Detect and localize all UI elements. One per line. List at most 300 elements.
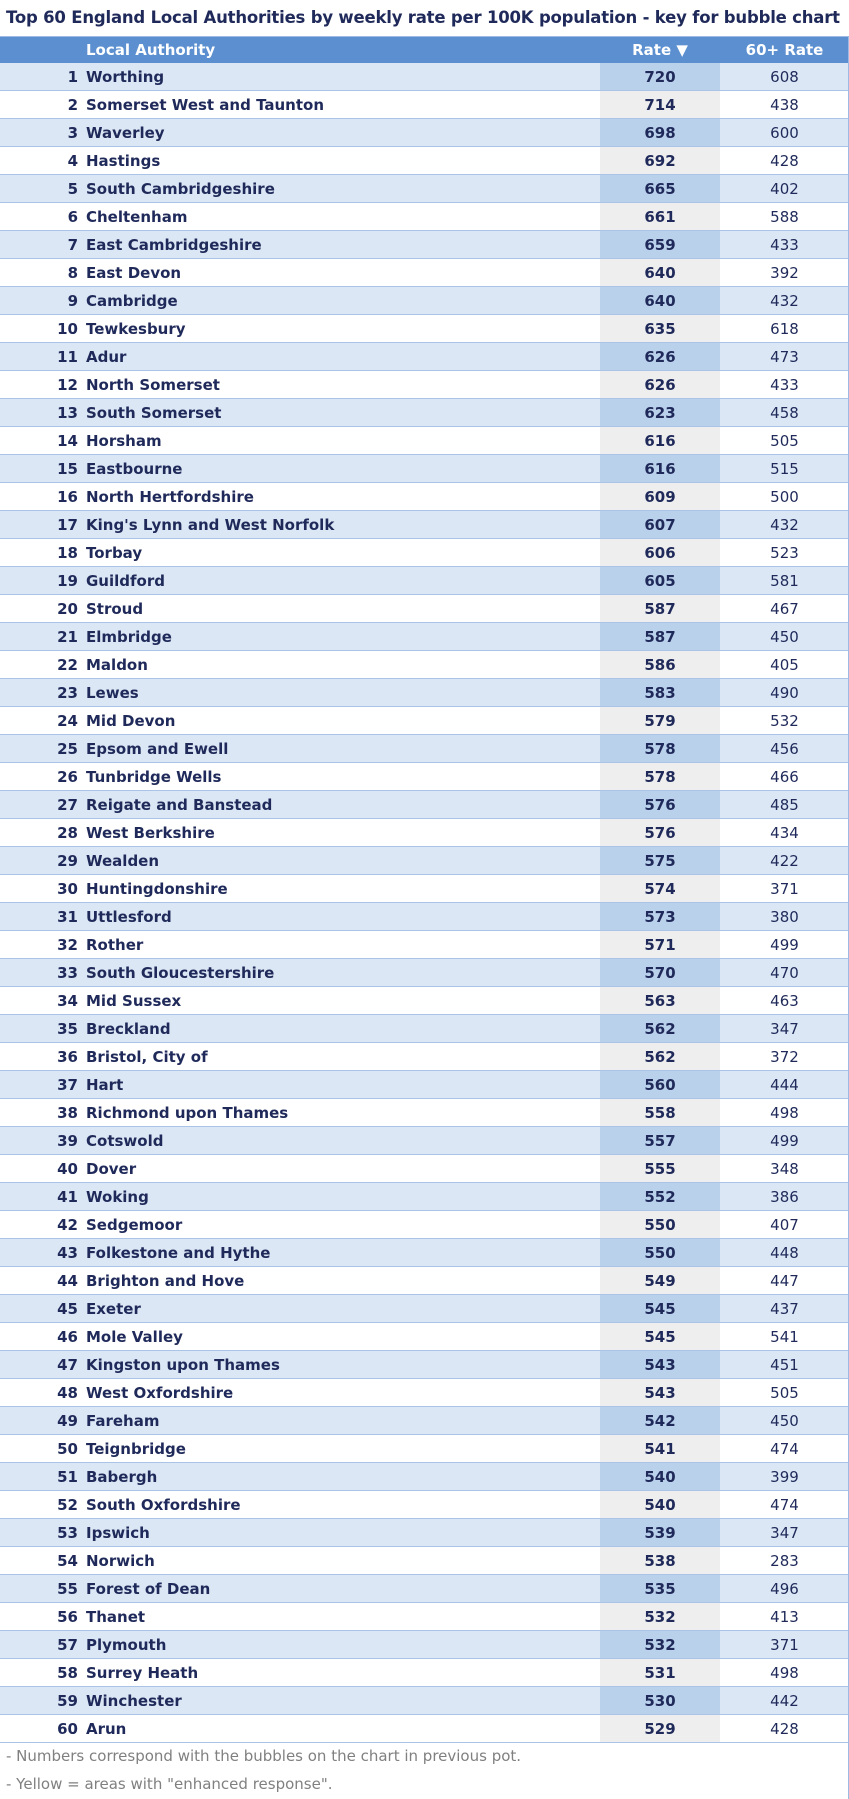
row-rank: 41 (57, 1188, 78, 1206)
row-rank: 31 (57, 908, 78, 926)
row-local-authority: Tunbridge Wells (86, 768, 222, 786)
table-row (0, 539, 849, 567)
row-rank: 53 (57, 1524, 78, 1542)
row-local-authority: Somerset West and Taunton (86, 96, 325, 114)
row-rate: 605 (600, 567, 720, 594)
row-local-authority: Thanet (86, 1608, 146, 1626)
table-row (0, 119, 849, 147)
row-rate: 535 (600, 1575, 720, 1602)
row-rate: 574 (600, 875, 720, 902)
row-rank: 11 (57, 348, 78, 366)
table-row (0, 1239, 849, 1267)
table-row (0, 875, 849, 903)
header-local-authority[interactable]: Local Authority (86, 41, 216, 59)
row-rate: 540 (600, 1491, 720, 1518)
table-row (0, 903, 849, 931)
row-local-authority: Worthing (86, 68, 165, 86)
row-local-authority: Surrey Heath (86, 1664, 199, 1682)
table-row (0, 1631, 849, 1659)
table-row (0, 1379, 849, 1407)
footnote-bubbles: - Numbers correspond with the bubbles on the chart in previous pot. (6, 1747, 522, 1765)
row-rate: 550 (600, 1211, 720, 1238)
row-sixty-plus-rate: 371 (770, 1636, 799, 1654)
row-local-authority: Lewes (86, 684, 139, 702)
row-rank: 37 (57, 1076, 78, 1094)
row-rate: 570 (600, 959, 720, 986)
row-rate: 616 (600, 427, 720, 454)
row-sixty-plus-rate: 500 (770, 488, 799, 506)
table-row (0, 1351, 849, 1379)
row-rate: 550 (600, 1239, 720, 1266)
row-rank: 9 (67, 292, 78, 310)
row-rank: 45 (57, 1300, 78, 1318)
table-row (0, 1407, 849, 1435)
row-sixty-plus-rate: 437 (770, 1300, 799, 1318)
row-local-authority: Cheltenham (86, 208, 188, 226)
row-rate: 563 (600, 987, 720, 1014)
row-rank: 7 (67, 236, 78, 254)
table-row (0, 399, 849, 427)
row-local-authority: Ipswich (86, 1524, 150, 1542)
row-rate: 552 (600, 1183, 720, 1210)
table-row (0, 1715, 849, 1743)
table-row (0, 987, 849, 1015)
row-local-authority: South Somerset (86, 404, 222, 422)
row-rate: 573 (600, 903, 720, 930)
row-rate: 532 (600, 1631, 720, 1658)
row-sixty-plus-rate: 474 (770, 1440, 799, 1458)
table-row (0, 259, 849, 287)
row-rate: 539 (600, 1519, 720, 1546)
row-rank: 8 (67, 264, 78, 282)
row-rate: 541 (600, 1435, 720, 1462)
row-local-authority: Mole Valley (86, 1328, 183, 1346)
row-local-authority: Hart (86, 1076, 124, 1094)
table-row (0, 1519, 849, 1547)
row-local-authority: Richmond upon Thames (86, 1104, 289, 1122)
row-rate: 635 (600, 315, 720, 342)
row-rank: 59 (57, 1692, 78, 1710)
row-sixty-plus-rate: 505 (770, 432, 799, 450)
row-rank: 33 (57, 964, 78, 982)
row-local-authority: South Oxfordshire (86, 1496, 241, 1514)
table-row (0, 1183, 849, 1211)
row-rank: 29 (57, 852, 78, 870)
table-row (0, 455, 849, 483)
row-rate: 692 (600, 147, 720, 174)
table-row (0, 707, 849, 735)
row-rank: 28 (57, 824, 78, 842)
row-rank: 6 (67, 208, 78, 226)
row-rank: 22 (57, 656, 78, 674)
row-rank: 42 (57, 1216, 78, 1234)
row-sixty-plus-rate: 541 (770, 1328, 799, 1346)
row-sixty-plus-rate: 473 (770, 348, 799, 366)
row-local-authority: Mid Sussex (86, 992, 182, 1010)
row-sixty-plus-rate: 347 (770, 1020, 799, 1038)
row-sixty-plus-rate: 600 (770, 124, 799, 142)
table-row (0, 763, 849, 791)
row-sixty-plus-rate: 467 (770, 600, 799, 618)
row-sixty-plus-rate: 466 (770, 768, 799, 786)
row-rate: 545 (600, 1295, 720, 1322)
row-rank: 32 (57, 936, 78, 954)
row-sixty-plus-rate: 618 (770, 320, 799, 338)
row-local-authority: Bristol, City of (86, 1048, 208, 1066)
footnotes (0, 1742, 849, 1798)
row-rate: 626 (600, 343, 720, 370)
row-local-authority: Forest of Dean (86, 1580, 211, 1598)
row-rate: 575 (600, 847, 720, 874)
row-rank: 34 (57, 992, 78, 1010)
row-rate: 626 (600, 371, 720, 398)
row-rank: 14 (57, 432, 78, 450)
row-rate: 562 (600, 1043, 720, 1070)
row-local-authority: Torbay (86, 544, 143, 562)
row-rate: 549 (600, 1267, 720, 1294)
header-sixty-plus-rate[interactable]: 60+ Rate (745, 41, 824, 59)
header-rank (0, 37, 86, 63)
row-sixty-plus-rate: 432 (770, 516, 799, 534)
table-row (0, 371, 849, 399)
table-row (0, 287, 849, 315)
row-rank: 3 (67, 124, 78, 142)
row-sixty-plus-rate: 405 (770, 656, 799, 674)
row-local-authority: Kingston upon Thames (86, 1356, 280, 1374)
row-local-authority: Guildford (86, 572, 165, 590)
row-rank: 24 (57, 712, 78, 730)
row-sixty-plus-rate: 450 (770, 628, 799, 646)
row-local-authority: Stroud (86, 600, 144, 618)
row-local-authority: Brighton and Hove (86, 1272, 245, 1290)
table-row (0, 679, 849, 707)
row-rank: 51 (57, 1468, 78, 1486)
row-rank: 54 (57, 1552, 78, 1570)
row-rate: 555 (600, 1155, 720, 1182)
table-row (0, 791, 849, 819)
table-row (0, 1295, 849, 1323)
row-sixty-plus-rate: 490 (770, 684, 799, 702)
row-rate: 531 (600, 1659, 720, 1686)
row-sixty-plus-rate: 444 (770, 1076, 799, 1094)
table-row (0, 1603, 849, 1631)
row-rate: 665 (600, 175, 720, 202)
row-local-authority: Babergh (86, 1468, 158, 1486)
table-row (0, 1127, 849, 1155)
row-sixty-plus-rate: 392 (770, 264, 799, 282)
row-rate: 640 (600, 287, 720, 314)
row-local-authority: North Somerset (86, 376, 220, 394)
row-rate: 583 (600, 679, 720, 706)
row-rate: 607 (600, 511, 720, 538)
row-rank: 26 (57, 768, 78, 786)
row-sixty-plus-rate: 428 (770, 1720, 799, 1738)
table-row (0, 595, 849, 623)
row-rank: 56 (57, 1608, 78, 1626)
row-sixty-plus-rate: 581 (770, 572, 799, 590)
table-row (0, 1575, 849, 1603)
row-rank: 46 (57, 1328, 78, 1346)
row-sixty-plus-rate: 474 (770, 1496, 799, 1514)
row-local-authority: Sedgemoor (86, 1216, 183, 1234)
row-rank: 27 (57, 796, 78, 814)
row-local-authority: Waverley (86, 124, 165, 142)
footnote-yellow: - Yellow = areas with "enhanced response". (6, 1775, 333, 1793)
row-local-authority: South Cambridgeshire (86, 180, 275, 198)
row-local-authority: King's Lynn and West Norfolk (86, 516, 335, 534)
table-row (0, 315, 849, 343)
row-sixty-plus-rate: 505 (770, 1384, 799, 1402)
row-sixty-plus-rate: 456 (770, 740, 799, 758)
row-local-authority: East Devon (86, 264, 182, 282)
row-sixty-plus-rate: 386 (770, 1188, 799, 1206)
row-rate: 542 (600, 1407, 720, 1434)
row-local-authority: Wealden (86, 852, 160, 870)
row-rank: 48 (57, 1384, 78, 1402)
table-row (0, 1071, 849, 1099)
table-row (0, 819, 849, 847)
row-sixty-plus-rate: 588 (770, 208, 799, 226)
table-header (0, 37, 849, 63)
row-rank: 15 (57, 460, 78, 478)
row-rank: 44 (57, 1272, 78, 1290)
table-row (0, 567, 849, 595)
row-rank: 10 (57, 320, 78, 338)
row-local-authority: Huntingdonshire (86, 880, 228, 898)
row-rate: 609 (600, 483, 720, 510)
row-rate: 616 (600, 455, 720, 482)
row-rank: 20 (57, 600, 78, 618)
row-sixty-plus-rate: 371 (770, 880, 799, 898)
row-local-authority: Uttlesford (86, 908, 172, 926)
table-row (0, 1435, 849, 1463)
row-sixty-plus-rate: 372 (770, 1048, 799, 1066)
header-rate-sort[interactable]: Rate ▼ (632, 41, 688, 59)
row-rank: 16 (57, 488, 78, 506)
row-sixty-plus-rate: 458 (770, 404, 799, 422)
row-rate: 623 (600, 399, 720, 426)
row-rate: 579 (600, 707, 720, 734)
table-body (0, 63, 849, 1743)
row-rank: 13 (57, 404, 78, 422)
row-local-authority: Maldon (86, 656, 148, 674)
row-rate: 532 (600, 1603, 720, 1630)
row-rate: 530 (600, 1687, 720, 1714)
row-sixty-plus-rate: 407 (770, 1216, 799, 1234)
row-local-authority: Exeter (86, 1300, 141, 1318)
row-rate: 720 (600, 63, 720, 90)
row-sixty-plus-rate: 347 (770, 1524, 799, 1542)
row-rank: 35 (57, 1020, 78, 1038)
row-local-authority: West Berkshire (86, 824, 215, 842)
table-row (0, 427, 849, 455)
row-sixty-plus-rate: 515 (770, 460, 799, 478)
table-row (0, 511, 849, 539)
row-rank: 21 (57, 628, 78, 646)
row-local-authority: Winchester (86, 1692, 182, 1710)
table-row (0, 1547, 849, 1575)
row-sixty-plus-rate: 532 (770, 712, 799, 730)
row-local-authority: Fareham (86, 1412, 160, 1430)
table-row (0, 735, 849, 763)
row-local-authority: Mid Devon (86, 712, 176, 730)
row-local-authority: Tewkesbury (86, 320, 186, 338)
row-rate: 557 (600, 1127, 720, 1154)
row-rank: 55 (57, 1580, 78, 1598)
row-sixty-plus-rate: 498 (770, 1104, 799, 1122)
row-local-authority: Breckland (86, 1020, 171, 1038)
row-sixty-plus-rate: 399 (770, 1468, 799, 1486)
table-row (0, 1323, 849, 1351)
row-rank: 58 (57, 1664, 78, 1682)
row-rate: 540 (600, 1463, 720, 1490)
row-rank: 5 (67, 180, 78, 198)
table-row (0, 343, 849, 371)
table-row (0, 1659, 849, 1687)
row-sixty-plus-rate: 402 (770, 180, 799, 198)
row-local-authority: Hastings (86, 152, 161, 170)
row-sixty-plus-rate: 485 (770, 796, 799, 814)
row-rate: 578 (600, 763, 720, 790)
row-rate: 698 (600, 119, 720, 146)
row-rank: 23 (57, 684, 78, 702)
table-row (0, 63, 849, 91)
table-row (0, 847, 849, 875)
row-local-authority: Horsham (86, 432, 162, 450)
table-row (0, 91, 849, 119)
row-rate: 529 (600, 1715, 720, 1742)
row-rate: 659 (600, 231, 720, 258)
row-local-authority: Plymouth (86, 1636, 167, 1654)
row-rate: 558 (600, 1099, 720, 1126)
row-rate: 661 (600, 203, 720, 230)
row-local-authority: Reigate and Banstead (86, 796, 273, 814)
row-sixty-plus-rate: 498 (770, 1664, 799, 1682)
row-local-authority: Norwich (86, 1552, 155, 1570)
row-rank: 17 (57, 516, 78, 534)
row-local-authority: South Gloucestershire (86, 964, 275, 982)
table-row (0, 1043, 849, 1071)
row-rate: 640 (600, 259, 720, 286)
row-rank: 38 (57, 1104, 78, 1122)
table-row (0, 623, 849, 651)
table-row (0, 1463, 849, 1491)
row-sixty-plus-rate: 348 (770, 1160, 799, 1178)
row-rate: 571 (600, 931, 720, 958)
row-local-authority: Dover (86, 1160, 137, 1178)
row-rate: 543 (600, 1379, 720, 1406)
row-rate: 587 (600, 623, 720, 650)
row-rank: 60 (57, 1720, 78, 1738)
row-local-authority: Elmbridge (86, 628, 172, 646)
row-sixty-plus-rate: 470 (770, 964, 799, 982)
table-row (0, 203, 849, 231)
row-sixty-plus-rate: 450 (770, 1412, 799, 1430)
row-rank: 4 (67, 152, 78, 170)
row-sixty-plus-rate: 496 (770, 1580, 799, 1598)
table-row (0, 1687, 849, 1715)
table-row (0, 1015, 849, 1043)
row-rank: 12 (57, 376, 78, 394)
row-rank: 19 (57, 572, 78, 590)
table-row (0, 147, 849, 175)
row-local-authority: Folkestone and Hythe (86, 1244, 271, 1262)
table-row (0, 231, 849, 259)
row-sixty-plus-rate: 413 (770, 1608, 799, 1626)
row-rank: 40 (57, 1160, 78, 1178)
row-rate: 576 (600, 819, 720, 846)
row-rate: 562 (600, 1015, 720, 1042)
row-rate: 714 (600, 91, 720, 118)
row-rate: 576 (600, 791, 720, 818)
row-sixty-plus-rate: 499 (770, 936, 799, 954)
authority-table (0, 36, 849, 1743)
row-rank: 18 (57, 544, 78, 562)
row-sixty-plus-rate: 442 (770, 1692, 799, 1710)
row-local-authority: Epsom and Ewell (86, 740, 229, 758)
row-sixty-plus-rate: 523 (770, 544, 799, 562)
row-rate: 543 (600, 1351, 720, 1378)
row-rank: 1 (67, 68, 78, 86)
row-rank: 47 (57, 1356, 78, 1374)
row-rank: 25 (57, 740, 78, 758)
row-rank: 36 (57, 1048, 78, 1066)
row-rank: 50 (57, 1440, 78, 1458)
row-local-authority: West Oxfordshire (86, 1384, 234, 1402)
row-rate: 587 (600, 595, 720, 622)
row-sixty-plus-rate: 380 (770, 908, 799, 926)
row-sixty-plus-rate: 422 (770, 852, 799, 870)
table-row (0, 175, 849, 203)
row-rank: 30 (57, 880, 78, 898)
row-sixty-plus-rate: 451 (770, 1356, 799, 1374)
row-sixty-plus-rate: 433 (770, 376, 799, 394)
row-rank: 49 (57, 1412, 78, 1430)
row-sixty-plus-rate: 438 (770, 96, 799, 114)
row-sixty-plus-rate: 499 (770, 1132, 799, 1150)
row-rate: 578 (600, 735, 720, 762)
row-sixty-plus-rate: 434 (770, 824, 799, 842)
row-rate: 586 (600, 651, 720, 678)
table-row (0, 931, 849, 959)
row-local-authority: Teignbridge (86, 1440, 186, 1458)
table-row (0, 651, 849, 679)
row-sixty-plus-rate: 463 (770, 992, 799, 1010)
row-sixty-plus-rate: 447 (770, 1272, 799, 1290)
row-local-authority: North Hertfordshire (86, 488, 254, 506)
row-rate: 538 (600, 1547, 720, 1574)
row-rank: 52 (57, 1496, 78, 1514)
row-rank: 43 (57, 1244, 78, 1262)
row-rate: 545 (600, 1323, 720, 1350)
row-local-authority: Adur (86, 348, 127, 366)
table-row (0, 483, 849, 511)
page-title: Top 60 England Local Authorities by weekly rate per 100K population - key for bubble chart (6, 8, 840, 27)
row-local-authority: Arun (86, 1720, 127, 1738)
row-sixty-plus-rate: 432 (770, 292, 799, 310)
row-rank: 57 (57, 1636, 78, 1654)
row-local-authority: Cotswold (86, 1132, 164, 1150)
table-row (0, 1155, 849, 1183)
table-row (0, 1099, 849, 1127)
table-row (0, 959, 849, 987)
row-rate: 560 (600, 1071, 720, 1098)
row-local-authority: Woking (86, 1188, 149, 1206)
row-sixty-plus-rate: 608 (770, 68, 799, 86)
row-sixty-plus-rate: 283 (770, 1552, 799, 1570)
row-rank: 39 (57, 1132, 78, 1150)
row-local-authority: Rother (86, 936, 144, 954)
